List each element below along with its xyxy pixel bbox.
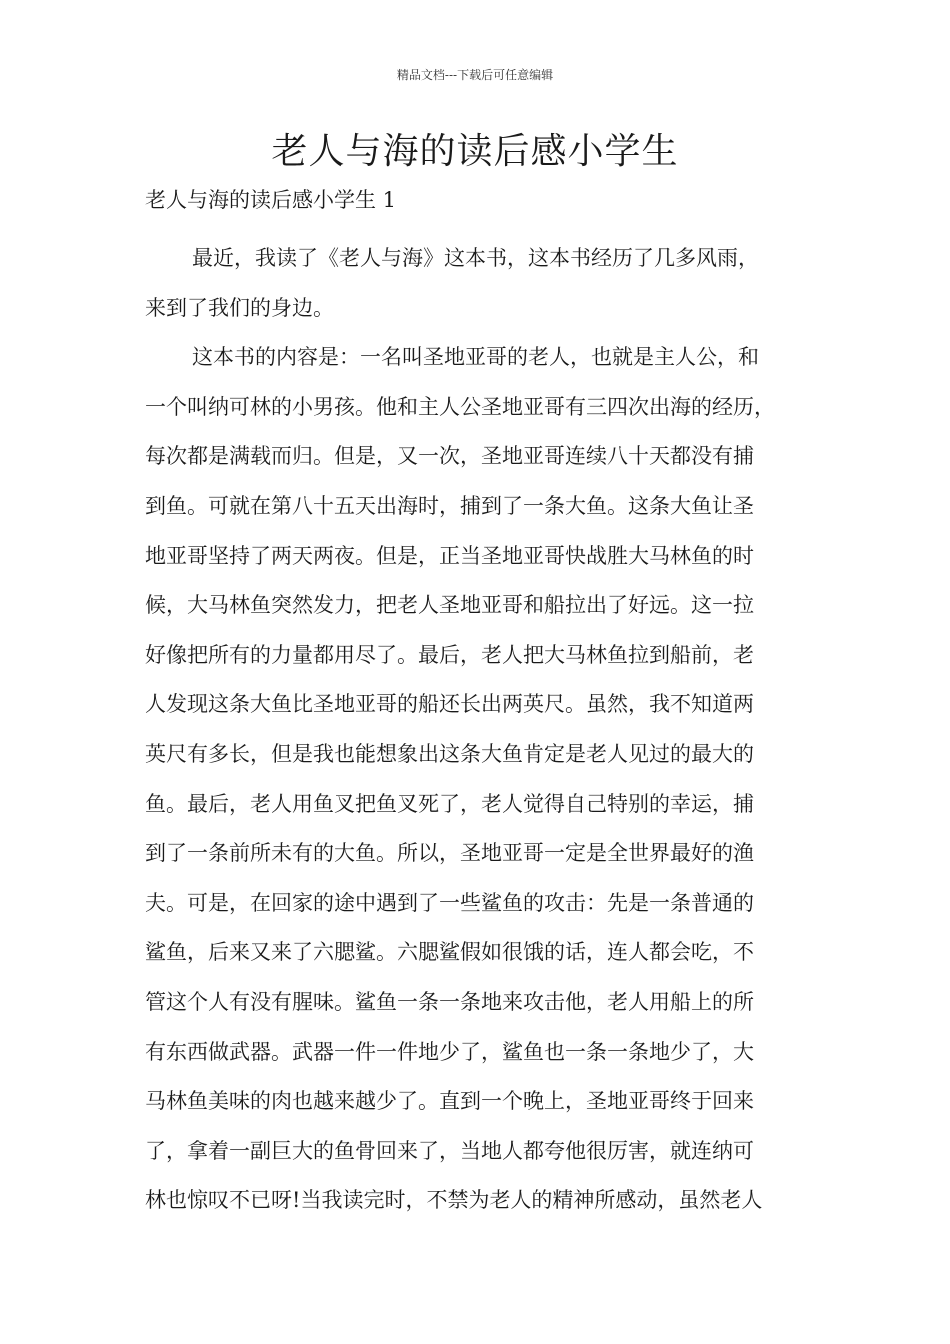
paragraph-line: 鱼。最后，老人用鱼叉把鱼叉死了，老人觉得自己特别的幸运，捕 — [145, 791, 754, 816]
paragraph-line: 来到了我们的身边。 — [145, 295, 334, 320]
document-title: 老人与海的读后感小学生 — [271, 131, 679, 172]
paragraph-line: 好像把所有的力量都用尽了。最后，老人把大马林鱼拉到船前，老 — [145, 642, 754, 667]
paragraph-line: 管这个人有没有腥味。鲨鱼一条一条地来攻击他，老人用船上的所 — [145, 989, 754, 1014]
paragraph-line: 人发现这条大鱼比圣地亚哥的船还长出两英尺。虽然，我不知道两 — [145, 692, 754, 717]
paragraph-line: 候，大马林鱼突然发力，把老人圣地亚哥和船拉出了好远。这一拉 — [145, 593, 754, 618]
paragraph-line: 地亚哥坚持了两天两夜。但是，正当圣地亚哥快战胜大马林鱼的时 — [145, 543, 754, 568]
paragraph-line: 马林鱼美味的肉也越来越少了。直到一个晚上，圣地亚哥终于回来 — [145, 1089, 754, 1114]
paragraph-line: 每次都是满载而归。但是，又一次，圣地亚哥连续八十天都没有捕 — [145, 444, 754, 469]
paragraph-line: 到了一条前所未有的大鱼。所以，圣地亚哥一定是全世界最好的渔 — [145, 841, 754, 866]
paragraph-line: 鲨鱼，后来又来了六腮鲨。六腮鲨假如很饿的话，连人都会吃，不 — [145, 940, 754, 965]
paragraph-line: 了，拿着一副巨大的鱼骨回来了，当地人都夸他很厉害，就连纳可 — [145, 1138, 754, 1163]
paragraph-line: 到鱼。可就在第八十五天出海时，捕到了一条大鱼。这条大鱼让圣 — [145, 493, 754, 518]
section-heading: 老人与海的读后感小学生 1 — [145, 188, 397, 212]
paragraph-line: 这本书的内容是：一名叫圣地亚哥的老人，也就是主人公，和 — [192, 345, 759, 370]
paragraph-1 — [145, 234, 825, 333]
paragraph-2 — [145, 333, 825, 1226]
paragraph-line: 夫。可是，在回家的途中遇到了一些鲨鱼的攻击：先是一条普通的 — [145, 890, 754, 915]
header-note: 精品文档---下载后可任意编辑 — [396, 68, 554, 82]
paragraph-line: 有东西做武器。武器一件一件地少了，鲨鱼也一条一条地少了，大 — [145, 1039, 754, 1064]
paragraph-line: 林也惊叹不已呀!当我读完时，不禁为老人的精神所感动，虽然老人 — [145, 1188, 763, 1213]
paragraph-line: 最近，我读了《老人与海》这本书，这本书经历了几多风雨， — [192, 246, 759, 270]
paragraph-line: 英尺有多长，但是我也能想象出这条大鱼肯定是老人见过的最大的 — [145, 741, 754, 766]
body-text — [145, 234, 825, 1226]
paragraph-line: 一个叫纳可林的小男孩。他和主人公圣地亚哥有三四次出海的经历， — [145, 394, 775, 419]
